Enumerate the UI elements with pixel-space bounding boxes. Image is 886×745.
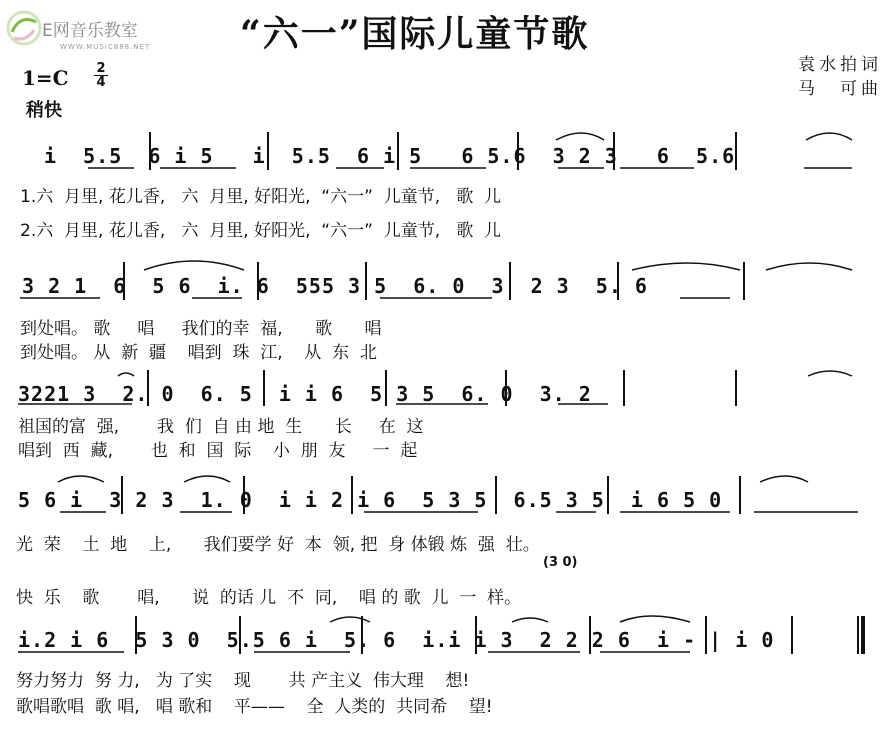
watermark-site: E网音乐教室 bbox=[42, 21, 138, 41]
watermark-url: WWW.MUSIC888.NET bbox=[60, 43, 151, 51]
system-5-notes: i.2 i 6 5 3 0 5.5 6 i 5. 6 i.i i 3 2 2 2 6 i - | i 0 bbox=[18, 628, 775, 652]
system-5-lyric-verse-2: 歌唱歌唱 歌 唱, 唱 歌和 平—— 全 人类的 共同希 望! bbox=[16, 697, 493, 717]
slur bbox=[512, 618, 548, 622]
slur bbox=[806, 133, 852, 140]
system-4-lyric-verse-2: 快 乐 歌 唱, 说 的话 儿 不 同, 唱 的 歌 儿 一 样。 bbox=[16, 588, 522, 608]
system-4-notes: 5 6 i 3 2 3 1. 0 i i 2 i 6 5 3 5 6.5 3 5 i 6 5 0 bbox=[18, 488, 723, 512]
system-3-notes: 3221 3 2. 0 6. 5 i i 6 5 3 5 6. 0 3. 2 bbox=[18, 382, 592, 406]
lyricist-credit: 袁水拍词 bbox=[798, 55, 882, 75]
slur bbox=[808, 371, 852, 376]
slur bbox=[556, 133, 604, 140]
meter-top: 2 bbox=[96, 61, 106, 76]
slur bbox=[760, 476, 808, 482]
song-title: “六一”国际儿童节歌 bbox=[240, 13, 590, 55]
key-signature: 1=C bbox=[22, 66, 69, 90]
slur bbox=[184, 476, 230, 482]
tempo-marking: 稍快 bbox=[26, 100, 62, 121]
meter-bottom: 4 bbox=[96, 75, 106, 90]
slur bbox=[144, 261, 244, 270]
system-1-lyric-verse-2: 2.六 月里, 花儿香, 六 月里, 好阳光, “六一” 儿童节, 歌 儿 bbox=[20, 221, 502, 241]
system-4-lyric-verse-1: 光 荣 土 地 上, 我们要学 好 本 领, 把 身 体锻 炼 强 壮。 bbox=[16, 535, 540, 555]
slur bbox=[620, 616, 690, 622]
slur bbox=[118, 373, 134, 376]
system-1-lyric-verse-1: 1.六 月里, 花儿香, 六 月里, 好阳光, “六一” 儿童节, 歌 儿 bbox=[20, 187, 502, 207]
composer-credit: 马 可曲 bbox=[798, 79, 882, 99]
system-3-lyric-verse-2: 唱到 西 藏, 也 和 国 际 小 朋 友 一 起 bbox=[18, 441, 418, 461]
system-2-lyric-verse-2: 到处唱。 从 新 疆 唱到 珠 江, 从 东 北 bbox=[20, 343, 377, 363]
system-1-notes: i 5.5 6 i 5 i 5.5 6 i 5 6 5.6 3 2 3 6 5.6 bbox=[44, 144, 736, 168]
system-3-lyric-verse-1: 祖国的富 强, 我 们 自 由 地 生 长 在 这 bbox=[18, 417, 424, 437]
system-2-lyric-verse-1: 到处唱。 歌 唱 我们的幸 福, 歌 唱 bbox=[20, 319, 382, 339]
system-5-lyric-verse-1: 努力努力 努 力, 为 了实 现 共 产主义 伟大理 想! bbox=[16, 671, 470, 691]
slur bbox=[766, 263, 852, 270]
system-2-notes: 3 2 1 6 5 6 i. 6 555 3 5 6. 0 3 2 3 5. 6 bbox=[22, 274, 648, 298]
system-4-annotation: (3 0) bbox=[543, 555, 578, 570]
slur bbox=[330, 617, 370, 622]
slur bbox=[58, 476, 104, 482]
slur bbox=[632, 263, 740, 270]
